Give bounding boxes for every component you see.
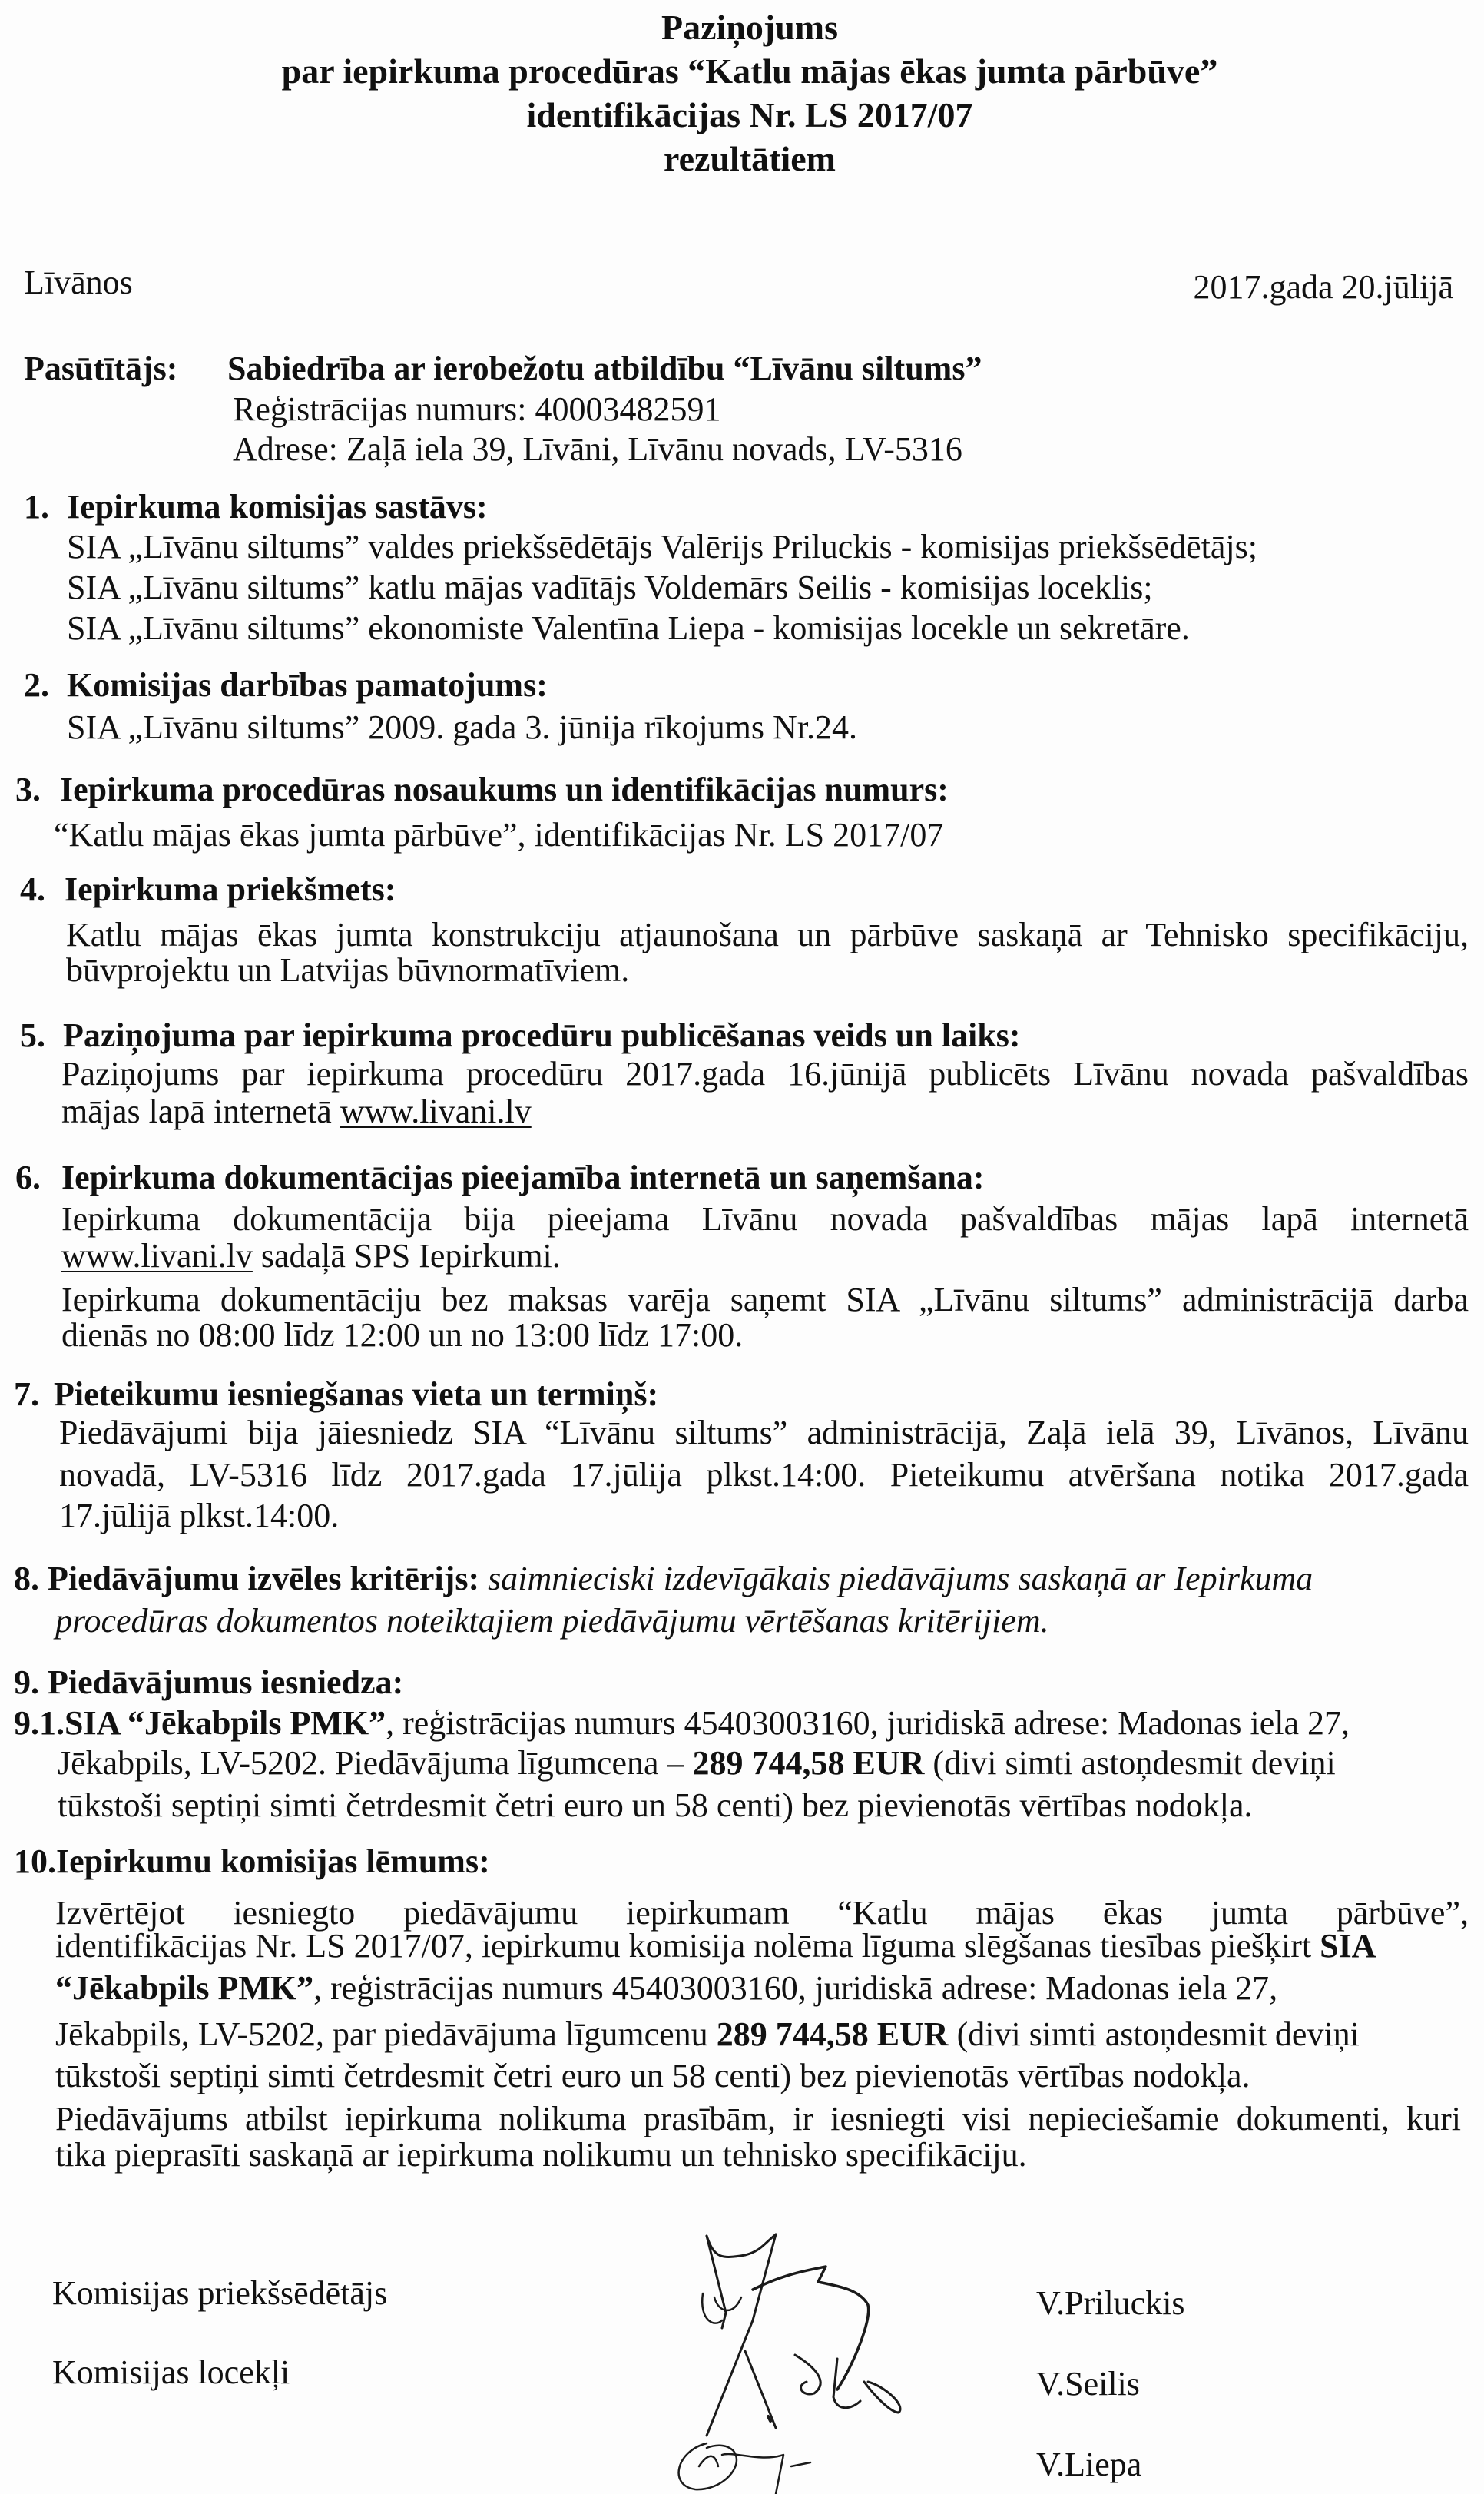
- section-1-line-2: SIA „Līvānu siltums” katlu mājas vadītājs Voldemārs Seilis - komisijas loceklis;: [67, 569, 1153, 606]
- bid-9-1-line-2: [58, 1746, 1336, 1780]
- section-10-line-1: Izvērtējot iesniegto piedāvājumu iepirkumam “Katlu mājas ēkas jumta pārbūve”,: [55, 1896, 1469, 1932]
- section-10-line-7: tika pieprasīti saskaņā ar iepirkuma nolikumu un tehnisko specifikāciju.: [55, 2136, 1027, 2174]
- section-5-line-1: Paziņojums par iepirkuma procedūru 2017.gada 16.jūnijā publicēts Līvānu novada pašvaldības: [61, 1057, 1469, 1093]
- members-label: Komisijas locekļi: [52, 2353, 290, 2391]
- title-line-2: par iepirkuma procedūras “Katlu mājas ēkas jumta pārbūve”: [281, 51, 1218, 91]
- section-10-line-3-rest: , reģistrācijas numurs 45403003160, juridiskā adrese: Madonas iela 27,: [313, 1969, 1278, 2007]
- section-10-line-6: Piedāvājums atbilst iepirkuma nolikuma prasībām, ir iesniegti visi nepieciešamie dokumenti, kuri: [55, 2102, 1461, 2137]
- customer-address: Adrese: Zaļā iela 39, Līvāni, Līvānu novads, LV-5316: [233, 430, 962, 468]
- section-10-line-2-text: identifikācijas Nr. LS 2017/07, iepirkumu komisija nolēma līguma slēgšanas tiesības piešķirt: [55, 1927, 1320, 1965]
- section-5-line-2-text: mājas lapā internetā: [61, 1093, 340, 1130]
- section-10-line-4-a: Jēkabpils, LV-5202, par piedāvājuma līgumcenu: [55, 2015, 717, 2053]
- livani-link[interactable]: www.livani.lv: [61, 1237, 253, 1275]
- section-3-number: 3.: [15, 771, 41, 808]
- section-10-number: 10.: [14, 1842, 56, 1880]
- section-4-number: 4.: [20, 871, 45, 908]
- section-6-line-1: Iepirkuma dokumentācija bija pieejama Līvānu novada pašvaldības mājas lapā internetā: [61, 1202, 1469, 1238]
- date: 2017.gada 20.jūlijā: [1193, 268, 1453, 306]
- customer-name: Sabiedrība ar ierobežotu atbildību “Līvānu siltums”: [227, 350, 982, 387]
- section-8-number: 8.: [14, 1560, 39, 1597]
- bid-9-1-number: 9.1.: [14, 1704, 65, 1742]
- section-6-line-2-text: sadaļā SPS Iepirkumi.: [252, 1237, 561, 1275]
- section-7-heading: Pieteikumu iesniegšanas vieta un termiņš:: [54, 1375, 659, 1413]
- customer-reg: Reģistrācijas numurs: 40003482591: [233, 390, 721, 428]
- livani-link[interactable]: www.livani.lv: [340, 1093, 532, 1130]
- section-3-heading: Iepirkuma procedūras nosaukums un identifikācijas numurs:: [60, 771, 949, 808]
- bid-9-1-line-1-rest: , reģistrācijas numurs 45403003160, juridiskā adrese: Madonas iela 27,: [386, 1704, 1350, 1742]
- section-6-line-4: dienās no 08:00 līdz 12:00 un no 13:00 līdz 17:00.: [61, 1316, 744, 1354]
- section-7-line-3: 17.jūlijā plkst.14:00.: [59, 1497, 340, 1534]
- section-8-criterion: saimnieciski izdevīgākais piedāvājums saskaņā ar Iepirkuma: [479, 1560, 1313, 1597]
- section-10-heading-line: [14, 1842, 490, 1880]
- section-2-line-1: SIA „Līvānu siltums” 2009. gada 3. jūnija rīkojums Nr.24.: [67, 708, 858, 746]
- section-4-line-2: būvprojektu un Latvijas būvnormatīviem.: [66, 951, 630, 989]
- section-6-line-2: [61, 1239, 561, 1273]
- section-9-heading-line: [14, 1663, 404, 1701]
- section-10-line-3: [55, 1969, 1278, 2007]
- signature-scribbles-icon: [661, 2220, 999, 2494]
- section-6-line-3: Iepirkuma dokumentāciju bez maksas varēja saņemt SIA „Līvānu siltums” administrācijā darba: [61, 1283, 1469, 1318]
- section-10-heading: Iepirkumu komisijas lēmums:: [56, 1842, 490, 1880]
- bid-9-1-line-3: tūkstoši septiņi simti četrdesmit četri euro un 58 centi) bez pievienotās vērtības nodokļa.: [58, 1786, 1253, 1824]
- section-9-number: 9.: [14, 1663, 39, 1701]
- section-10-price: 289 744,58 EUR: [716, 2015, 949, 2053]
- section-10-line-4: [55, 2015, 1360, 2053]
- section-8-heading: Piedāvājumu izvēles kritērijs:: [48, 1560, 480, 1597]
- section-5-number: 5.: [20, 1017, 45, 1054]
- section-8-heading-line: [14, 1562, 1313, 1596]
- section-3-line-1: “Katlu mājas ēkas jumta pārbūve”, identifikācijas Nr. LS 2017/07: [54, 816, 944, 854]
- bid-9-1-company: SIA “Jēkabpils PMK”: [65, 1704, 386, 1742]
- section-9-heading: Piedāvājumus iesniedza:: [48, 1663, 404, 1701]
- customer-label: Pasūtītājs:: [24, 350, 178, 387]
- bid-9-1-line-2-b: (divi simti astoņdesmit deviņi: [924, 1744, 1336, 1782]
- bid-9-1-line-2-a: Jēkabpils, LV-5202. Piedāvājuma līgumcena –: [58, 1744, 693, 1782]
- section-7-line-2: novadā, LV-5316 līdz 2017.gada 17.jūlija plkst.14:00. Pieteikumu atvēršana notika 2017.gada: [59, 1458, 1469, 1494]
- section-10-sia: SIA: [1320, 1927, 1376, 1965]
- section-2-number: 2.: [24, 666, 49, 704]
- section-10-line-5: tūkstoši septiņi simti četrdesmit četri euro un 58 centi) bez pievienotās vērtības nodokļa.: [55, 2057, 1250, 2094]
- title-line-4: rezultātiem: [664, 139, 836, 178]
- section-4-line-1: Katlu mājas ēkas jumta konstrukciju atjaunošana un pārbūve saskaņā ar Tehnisko specifikāciju,: [66, 918, 1469, 953]
- section-4-heading: Iepirkuma priekšmets:: [65, 871, 396, 908]
- title-line-1: Paziņojums: [661, 8, 838, 47]
- title-line-3: identifikācijas Nr. LS 2017/07: [526, 95, 973, 134]
- section-10-line-4-b: (divi simti astoņdesmit deviņi: [948, 2015, 1360, 2053]
- section-1-line-3: SIA „Līvānu siltums” ekonomiste Valentīna Liepa - komisijas locekle un sekretāre.: [67, 609, 1190, 647]
- section-1-number: 1.: [24, 488, 49, 526]
- section-10-line-2: [55, 1929, 1376, 1963]
- section-8-line-1: procedūras dokumentos noteiktajiem piedāvājumu vērtēšanas kritērijiem.: [55, 1602, 1049, 1640]
- signature-name-priluckis: V.Priluckis: [1036, 2284, 1185, 2322]
- section-1-line-1: SIA „Līvānu siltums” valdes priekšsēdētājs Valērijs Priluckis - komisijas priekšsēdētājs;: [67, 528, 1257, 565]
- section-7-number: 7.: [14, 1375, 39, 1413]
- signature-name-liepa: V.Liepa: [1036, 2446, 1142, 2483]
- section-5-line-2: [61, 1095, 532, 1129]
- chair-label: Komisijas priekšsēdētājs: [52, 2274, 388, 2312]
- bid-9-1-price: 289 744,58 EUR: [692, 1744, 925, 1782]
- section-2-heading: Komisijas darbības pamatojums:: [67, 666, 548, 704]
- section-5-heading: Paziņojuma par iepirkuma procedūru publicēšanas veids un laiks:: [63, 1017, 1021, 1054]
- section-7-line-1: Piedāvājumi bija jāiesniedz SIA “Līvānu siltums” administrācijā, Zaļā ielā 39, Līvānos, Līvānu: [59, 1416, 1469, 1451]
- signature-name-seilis: V.Seilis: [1036, 2365, 1140, 2403]
- section-1-heading: Iepirkuma komisijas sastāvs:: [67, 488, 488, 526]
- section-10-company: “Jēkabpils PMK”: [55, 1969, 314, 2007]
- bid-9-1-line-1: [14, 1706, 1350, 1740]
- section-6-number: 6.: [15, 1159, 41, 1196]
- place: Līvānos: [24, 264, 133, 301]
- section-6-heading: Iepirkuma dokumentācijas pieejamība internetā un saņemšana:: [61, 1159, 985, 1196]
